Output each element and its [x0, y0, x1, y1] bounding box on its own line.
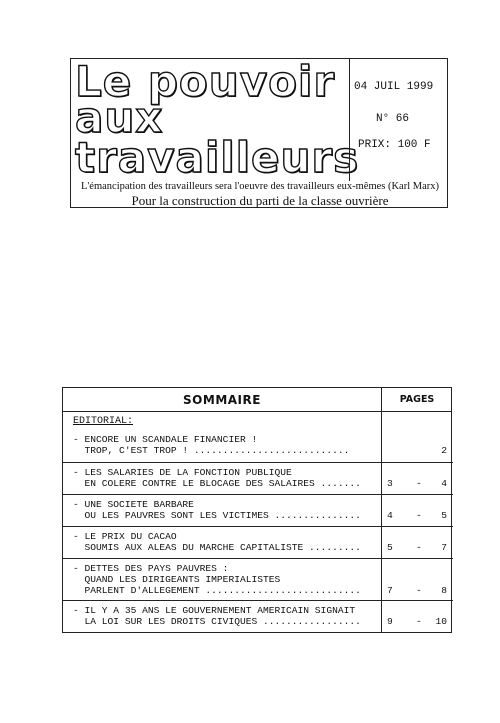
summary-title: SOMMAIRE [183, 393, 261, 407]
entry-line: - LE PRIX DU CACAO [73, 531, 177, 542]
page-to: 10 [435, 616, 447, 627]
pages-header: PAGES [399, 394, 435, 405]
entry-line: SOUMIS AUX ALEAS DU MARCHE CAPITALISTE ......... [73, 542, 361, 553]
subtitle: Pour la construction du parti de la classe ouvrière [131, 193, 389, 208]
entry-divider [63, 462, 453, 463]
section-label: EDITORIAL: [73, 416, 134, 427]
page-to: 7 [441, 542, 447, 553]
entry-divider [63, 558, 453, 559]
issue-info [349, 59, 448, 181]
issue-date: 04 JUIL 1999 [354, 81, 434, 93]
page-from: 7 [387, 585, 393, 596]
entry-line: EN COLERE CONTRE LE BLOCAGE DES SALAIRES ....... [73, 478, 361, 489]
entry-line: - UNE SOCIETE BARBARE [73, 499, 194, 510]
entry-divider [63, 600, 453, 601]
summary-header [63, 388, 451, 412]
page-to: 4 [441, 478, 447, 489]
entry-line: - ENCORE UN SCANDALE FINANCIER ! [73, 434, 258, 445]
entry-divider [63, 526, 453, 527]
issue-number: N° 66 [376, 113, 410, 125]
entry-line: - IL Y A 35 ANS LE GOUVERNEMENT AMERICAIN SIGNAIT [73, 605, 356, 616]
page-from: 9 [387, 616, 393, 627]
summary-box: SOMMAIRE PAGES EDITORIAL: - ENCORE UN SCANDALE FINANCIER ! TROP, C'EST TROP ! ........................... 2 - LES SALARIES DE LA FONCTION PUBLIQUE EN COLERE CONTRE LE BLOCAGE DES SALAIRES ....... 3 - 4 - UNE SOCIETE BARBARE OU LES PAUVRES SONT LES VICTIMES ............... 4 - 5 - LE PRIX DU CACAO SOUMIS AUX ALEAS DU MARCHE CAPITALISTE ......... 5 - 7 - DETTES DES PAYS PAUVRES : QUAND LES DIRIGEANTS IMPERIALISTES PARLENT D'ALLEGEMENT ........................... 7 - 8 - IL Y A 35 ANS LE GOUVERNEMENT AMERICAIN SIGNAIT LA LOI SUR LES DROITS CIVIQUES ................. 9 - 10 [62, 387, 452, 633]
entry-divider [63, 494, 453, 495]
newspaper-title [71, 57, 360, 182]
entry-line: TROP, C'EST TROP ! ........................... [73, 445, 350, 456]
page-from: 5 [387, 542, 393, 553]
page-to: 2 [441, 445, 447, 456]
page-from: 3 [387, 478, 393, 489]
issue-price: PRIX: 100 F [358, 139, 431, 151]
title-line-3: travailleurs [75, 133, 360, 182]
entry-line: - LES SALARIES DE LA FONCTION PUBLIQUE [73, 467, 292, 478]
title-line-1: Le pouvoir [75, 57, 336, 106]
title-line-2: aux [75, 93, 164, 142]
entry-line: - DETTES DES PAYS PAUVRES : [73, 563, 229, 574]
entry-line: PARLENT D'ALLEGEMENT ........................... [73, 585, 361, 596]
page-to: 8 [441, 585, 447, 596]
entry-line: OU LES PAUVRES SONT LES VICTIMES ............... [73, 510, 361, 521]
entry-line: LA LOI SUR LES DROITS CIVIQUES ................. [73, 616, 361, 627]
column-divider [381, 388, 382, 632]
slogan: L'émancipation des travailleurs sera l'oeuvre des travailleurs eux-mêmes (Karl Marx) [80, 181, 439, 192]
page-to: 5 [441, 510, 447, 521]
entry-line: QUAND LES DIRIGEANTS IMPERIALISTES [73, 574, 281, 585]
masthead [70, 58, 448, 208]
page-from: 4 [387, 510, 393, 521]
